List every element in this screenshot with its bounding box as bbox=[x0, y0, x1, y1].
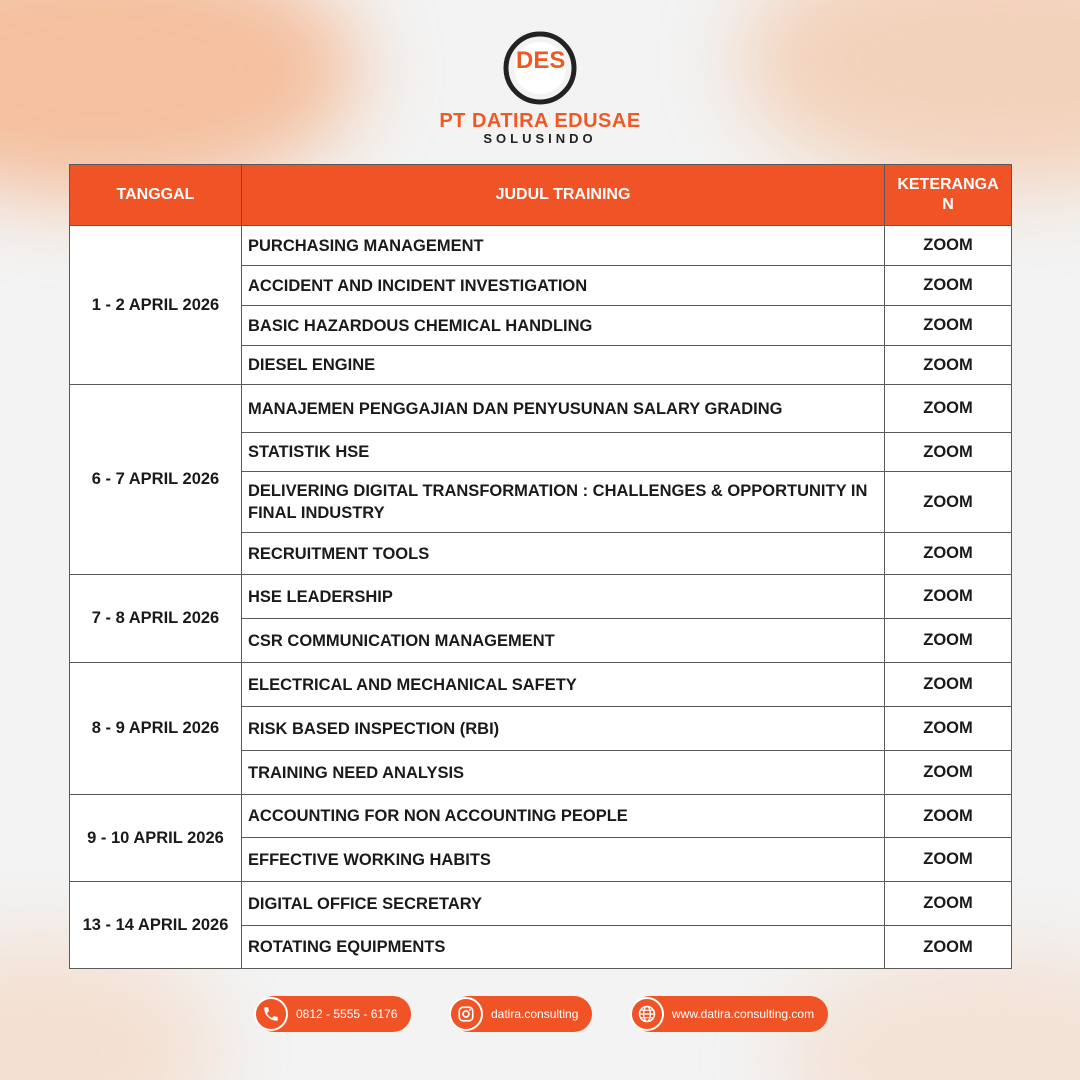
training-note: ZOOM bbox=[885, 882, 1012, 926]
training-title: MANAJEMEN PENGGAJIAN DAN PENYUSUNAN SALARY GRADING bbox=[242, 385, 885, 433]
date-cell: 7 - 8 APRIL 2026 bbox=[70, 575, 242, 663]
des-logo-icon bbox=[500, 28, 580, 108]
globe-icon bbox=[630, 997, 664, 1031]
training-title: BASIC HAZARDOUS CHEMICAL HANDLING bbox=[242, 306, 885, 346]
training-note: ZOOM bbox=[885, 619, 1012, 663]
table-row bbox=[70, 795, 1012, 838]
training-note: ZOOM bbox=[885, 385, 1012, 433]
date-cell: 6 - 7 APRIL 2026 bbox=[70, 385, 242, 575]
phone-number: 0812 - 5555 - 6176 bbox=[296, 1007, 398, 1021]
training-note: ZOOM bbox=[885, 433, 1012, 472]
date-cell: 1 - 2 APRIL 2026 bbox=[70, 226, 242, 385]
brand-subtitle: SOLUSINDO bbox=[483, 131, 597, 146]
header-date: TANGGAL bbox=[70, 165, 242, 226]
header-note: KETERANGAN bbox=[885, 165, 1012, 226]
training-note: ZOOM bbox=[885, 472, 1012, 533]
date-cell: 13 - 14 APRIL 2026 bbox=[70, 882, 242, 969]
training-title: ELECTRICAL AND MECHANICAL SAFETY bbox=[242, 663, 885, 707]
training-title: DIESEL ENGINE bbox=[242, 346, 885, 385]
training-title: DIGITAL OFFICE SECRETARY bbox=[242, 882, 885, 926]
training-note: ZOOM bbox=[885, 346, 1012, 385]
training-title: EFFECTIVE WORKING HABITS bbox=[242, 838, 885, 882]
training-note: ZOOM bbox=[885, 795, 1012, 838]
training-note: ZOOM bbox=[885, 575, 1012, 619]
training-title: HSE LEADERSHIP bbox=[242, 575, 885, 619]
brand-logo bbox=[0, 28, 1080, 146]
table-row bbox=[70, 882, 1012, 926]
table-header-row bbox=[70, 165, 1012, 226]
training-note: ZOOM bbox=[885, 266, 1012, 306]
training-note: ZOOM bbox=[885, 533, 1012, 575]
training-note: ZOOM bbox=[885, 751, 1012, 795]
header-title: JUDUL TRAINING bbox=[242, 165, 885, 226]
training-note: ZOOM bbox=[885, 306, 1012, 346]
table-row bbox=[70, 226, 1012, 266]
training-title: RISK BASED INSPECTION (RBI) bbox=[242, 707, 885, 751]
table-row bbox=[70, 385, 1012, 433]
phone-icon bbox=[254, 997, 288, 1031]
website-url: www.datira.consulting.com bbox=[672, 1007, 815, 1021]
training-title: DELIVERING DIGITAL TRANSFORMATION : CHALLENGES & OPPORTUNITY IN FINAL INDUSTRY bbox=[242, 472, 885, 533]
table-row bbox=[70, 663, 1012, 707]
instagram-contact[interactable] bbox=[451, 996, 592, 1032]
website-contact[interactable] bbox=[632, 996, 828, 1032]
training-title: CSR COMMUNICATION MANAGEMENT bbox=[242, 619, 885, 663]
contact-footer bbox=[0, 996, 1080, 1036]
training-note: ZOOM bbox=[885, 663, 1012, 707]
training-title: STATISTIK HSE bbox=[242, 433, 885, 472]
phone-contact[interactable] bbox=[256, 996, 411, 1032]
training-note: ZOOM bbox=[885, 838, 1012, 882]
date-cell: 9 - 10 APRIL 2026 bbox=[70, 795, 242, 882]
training-note: ZOOM bbox=[885, 926, 1012, 969]
training-title: ROTATING EQUIPMENTS bbox=[242, 926, 885, 969]
training-title: RECRUITMENT TOOLS bbox=[242, 533, 885, 575]
training-title: ACCIDENT AND INCIDENT INVESTIGATION bbox=[242, 266, 885, 306]
training-title: ACCOUNTING FOR NON ACCOUNTING PEOPLE bbox=[242, 795, 885, 838]
table-row bbox=[70, 575, 1012, 619]
training-note: ZOOM bbox=[885, 707, 1012, 751]
training-note: ZOOM bbox=[885, 226, 1012, 266]
instagram-handle: datira.consulting bbox=[491, 1007, 579, 1021]
brand-name: PT DATIRA EDUSAE bbox=[439, 110, 641, 132]
brand-mark-letters: DES bbox=[516, 47, 566, 74]
training-title: TRAINING NEED ANALYSIS bbox=[242, 751, 885, 795]
training-schedule-table bbox=[69, 164, 1012, 969]
instagram-icon bbox=[449, 997, 483, 1031]
date-cell: 8 - 9 APRIL 2026 bbox=[70, 663, 242, 795]
training-title: PURCHASING MANAGEMENT bbox=[242, 226, 885, 266]
